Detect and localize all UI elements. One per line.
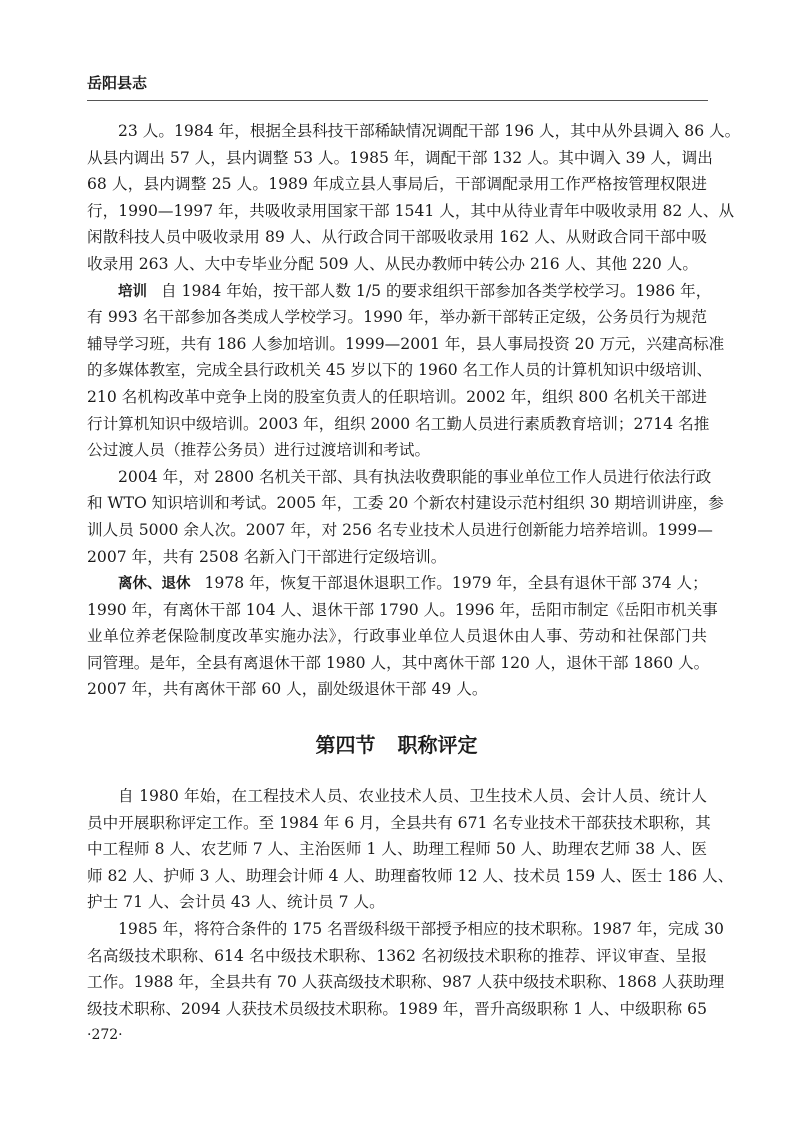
line-text: 行计算机知识中级培训。2003 年，组织 2000 名工勤人员进行素质教育培训；2714 名推 [87, 414, 710, 433]
line-text: 和 WTO 知识培训和考试。2005 年，工委 20 个新农村建设示范村组织 30 期培训讲座，参 [87, 494, 724, 513]
paragraph-line [87, 836, 707, 863]
line-text: 2007 年，共有 2508 名新入门干部进行定级培训。 [87, 547, 447, 566]
line-text: 1990 年，有离休干部 104 人、退休干部 1790 人。1996 年，岳阳市制定《岳阳市机关事 [87, 600, 718, 619]
running-head-title: 岳阳县志 [87, 74, 148, 92]
paragraph-line [87, 118, 741, 145]
paragraph-line [87, 224, 707, 251]
line-text: 1985 年，将符合条件的 175 名晋级科级干部授予相应的技术职称。1987 年，完成 30 [118, 919, 724, 938]
body-text-lower [87, 783, 734, 1022]
line-text: 辅导学习班，共有 186 人参加培训。1999—2001 年，县人事局投资 20 万元，兴建高标准 [87, 334, 725, 353]
paragraph-line [87, 996, 707, 1023]
line-text: 名高级技术职称、614 名中级技术职称、1362 名初级技术职称的推荐、评议审查、呈报 [87, 946, 707, 965]
paragraph-line [87, 304, 707, 331]
paragraph-line [87, 863, 734, 890]
section-number: 第四节 [315, 733, 376, 757]
paragraph-line [87, 969, 725, 996]
section-title: 职称评定 [397, 733, 478, 757]
line-text: 中工程师 8 人、农艺师 7 人、主治医师 1 人、助理工程师 50 人、助理农艺师 38 人、医 [87, 840, 707, 859]
line-text: 护士 71 人、会计员 43 人、统计员 7 人。 [87, 893, 385, 912]
paragraph-line [87, 810, 711, 837]
paragraph-line [87, 889, 707, 916]
line-text: 自 1984 年始，按干部人数 1/5 的要求组织干部参加各类学校学习。1986 年， [161, 281, 712, 300]
line-text: 训人员 5000 余人次。2007 年，对 256 名专业技术人员进行创新能力培养培训。1999— [87, 520, 713, 539]
paragraph-line [87, 411, 710, 438]
paragraph-line [87, 331, 725, 358]
line-text: 1978 年，恢复干部退休退职工作。1979 年，全县有退休干部 374 人； [204, 574, 708, 593]
paragraph-line [87, 251, 707, 278]
body-text-upper [87, 118, 741, 703]
line-text: 的多媒体教室，完成全县行政机关 45 岁以下的 1960 名工作人员的计算机知识中级培训、 [87, 361, 713, 380]
paragraph-line [87, 357, 713, 384]
run-in-heading: 离休、退休 [118, 576, 191, 593]
line-text: 自 1980 年始，在工程技术人员、农业技术人员、卫生技术人员、会计人员、统计人 [118, 787, 707, 805]
line-text: 公过渡人员（推荐公务员）进行过渡培训和考试。 [87, 441, 431, 460]
line-text: 210 名机构改革中竞争上岗的股室负责人的任职培训。2002 年，组织 800 名机关干部进 [87, 387, 707, 406]
paragraph-line [87, 464, 712, 491]
line-text: 工作。1988 年，全县共有 70 人获高级技术职称、987 人获中级技术职称、1868 人获助理 [87, 973, 725, 992]
line-text: 行，1990—1997 年，共吸收录用国家干部 1541 人，其中从待业青年中吸收录用 82 人、从 [87, 201, 735, 220]
line-text: 同管理。是年，全县有离退休干部 1980 人，其中离休干部 120 人，退休干部 1860 人。 [87, 653, 710, 672]
line-text: 闲散科技人员中吸收录用 89 人、从行政合同干部吸收录用 162 人、从财政合同干部中吸 [87, 228, 707, 247]
line-text: 业单位养老保险制度改革实施办法》，行政事业单位人员退休由人事、劳动和社保部门共 [87, 627, 707, 646]
line-text: 师 82 人、护师 3 人、助理会计师 4 人、助理畜牧师 12 人、技术员 159 人、医士 186 人、 [87, 866, 734, 885]
paragraph-line [87, 437, 707, 464]
paragraph-line [87, 517, 713, 544]
paragraph-line [87, 676, 707, 703]
section-heading [0, 729, 793, 758]
line-text: 员中开展职称评定工作。至 1984 年 6 月，全县共有 671 名专业技术干部获技术职称，其 [87, 813, 711, 832]
paragraph-line [87, 384, 707, 411]
line-text: 23 人。1984 年，根据全县科技干部稀缺情况调配干部 196 人，其中从外县调入 86 人。 [118, 122, 741, 140]
paragraph-line [87, 171, 707, 198]
paragraph-line [87, 623, 707, 650]
paragraph-line [87, 597, 718, 624]
paragraph-line [87, 783, 707, 810]
paragraph-line [87, 916, 724, 943]
line-text: 收录用 263 人、大中专毕业分配 509 人、从民办教师中转公办 216 人、其他 220 人。 [87, 254, 698, 273]
header-rule [87, 100, 708, 101]
line-text: 从县内调出 57 人，县内调整 53 人。1985 年，调配干部 132 人。其中调入 39 人，调出 [87, 148, 713, 167]
paragraph-line [87, 650, 710, 677]
paragraph-line [87, 544, 707, 571]
run-in-heading: 培训 [118, 283, 147, 300]
line-text: 2007 年，共有离休干部 60 人，副处级退休干部 49 人。 [87, 680, 488, 699]
line-text: 有 993 名干部参加各类成人学校学习。1990 年，举办新干部转正定级，公务员行为规范 [87, 308, 707, 327]
paragraph-line [87, 570, 707, 597]
paragraph-line [87, 198, 735, 225]
line-text: 2004 年，对 2800 名机关干部、具有执法收费职能的事业单位工作人员进行依法行政 [118, 467, 712, 486]
line-text: 级技术职称、2094 人获技术员级技术职称。1989 年，晋升高级职称 1 人、中级职称 65 [87, 999, 707, 1018]
paragraph-line [87, 490, 724, 517]
page-number: ·272· [87, 1027, 123, 1043]
paragraph-line [87, 943, 707, 970]
paragraph-line [87, 278, 712, 305]
paragraph-line [87, 145, 713, 172]
line-text: 68 人，县内调整 25 人。1989 年成立县人事局后，干部调配录用工作严格按管理权限进 [87, 175, 707, 194]
